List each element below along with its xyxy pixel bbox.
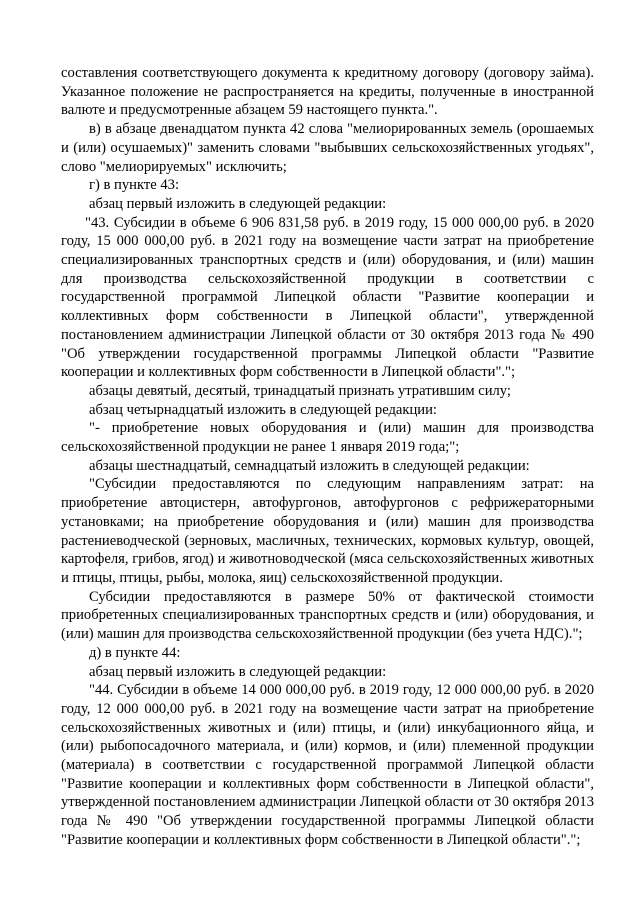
paragraph: "44. Субсидии в объеме 14 000 000,00 руб. в 2019 году, 12 000 000,00 руб. в 2020 году, 12 000 000,00 руб. в 2021 году на возмещение части затрат на приобретение сельскохозяйственных животных и (или) птицы, и (или) инкубационного яйца, и (или) рыбопосадочного материала, и (или) кормов, и (или) племенной продукции (материала) в соответствии с государственной программой Липецкой области "Развитие кооперации и коллективных форм собственности в Липецкой области", утвержденной постановлением администрации Липецкой области от 30 октября 2013 года № 490 "Об утверждении государственной программы Липецкой области "Развитие кооперации и коллективных форм собственности в Липецкой области"."; [61,682,594,848]
paragraph: д) в пункте 44: [89,644,181,661]
paragraph: абзацы девятый, десятый, тринадцатый признать утратившим силу; [89,382,511,399]
paragraph: г) в пункте 43: [89,177,179,194]
paragraph: абзац четырнадцатый изложить в следующей редакции: [89,401,437,418]
paragraph: Субсидии предоставляются в размере 50% от фактической стоимости приобретенных специализированных транспортных средств и (или) оборудования, и (или) машин для производства сельскохозяйственной продукции (без учета НДС)."; [61,588,594,643]
document-page [61,64,594,850]
paragraph: в) в абзаце двенадцатом пункта 42 слова "мелиорированных земель (орошаемых и (или) осушаемых)" заменить словами "выбывших сельскохозяйственных угодьях", слово "мелиорируемых" исключить; [61,121,594,175]
paragraph: абзац первый изложить в следующей редакции: [89,663,387,680]
paragraph: "Субсидии предоставляются по следующим направлениям затрат: на приобретение автоцистерн, автофургонов, автофургонов с рефрижераторными установками; на приобретение оборудования и (или) машин для производства растениеводческой (зерновых, масличных, технических, кормовых культур, овощей, картофеля, грибов, ягод) и животноводческой (мяса сельскохозяйственных животных и птицы, птицы, рыбы, молока, яиц) сельскохозяйственной продукции. [61,476,594,586]
paragraph: составления соответствующего документа к кредитному договору (договору займа). Указанное положение не распространяется на кредиты, полученные в иностранной валюте и предусмотренные абзацем 59 настоящего пункта.". [61,65,594,119]
paragraph: "- приобретение новых оборудования и (или) машин для производства сельскохозяйственной продукции не ранее 1 января 2019 года;"; [61,420,594,456]
paragraph: абзац первый изложить в следующей редакции: [89,195,387,212]
paragraph: абзацы шестнадцатый, семнадцатый изложить в следующей редакции: [89,457,530,474]
paragraph: "43. Субсидии в объеме 6 906 831,58 руб. в 2019 году, 15 000 000,00 руб. в 2020 году, 15 000 000,00 руб. в 2021 году на возмещение части затрат на приобретение специализированных транспортных средств и (или) оборудования, и (или) машин для производства сельскохозяйственной продукции в соответствии с государственной программой Липецкой области "Развитие кооперации и коллективных форм собственности в Липецкой области", утвержденной постановлением администрации Липецкой области от 30 октября 2013 года № 490 "Об утверждении государственной программы Липецкой области "Развитие кооперации и коллективных форм собственности в Липецкой области"."; [61,214,594,381]
